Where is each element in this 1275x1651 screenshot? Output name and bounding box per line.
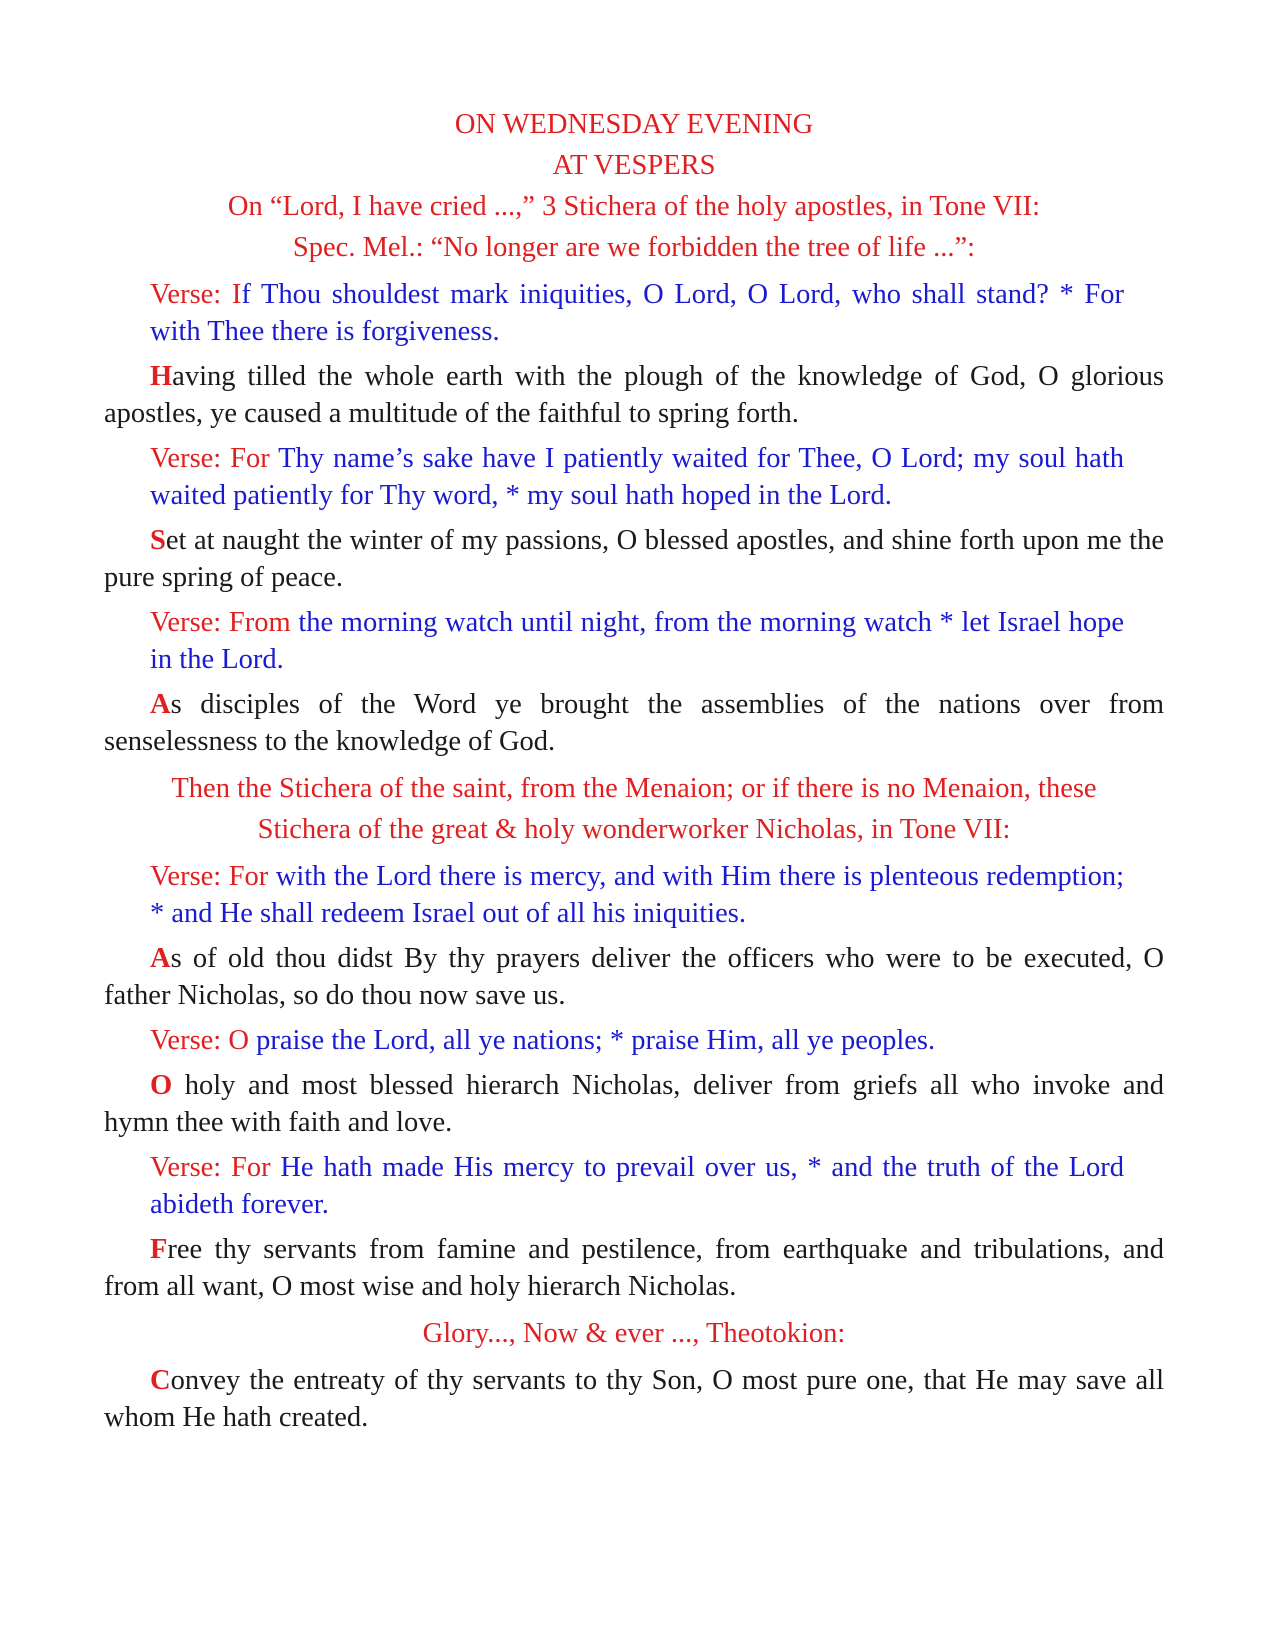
drop-initial: S [150,525,166,556]
drop-initial: H [150,361,173,392]
service-heading [104,104,1164,186]
rubric-stichera-of-saint [104,768,1164,850]
sticheron-3 [104,686,1164,760]
drop-initial: O [150,1070,173,1101]
verse-first-word: I [231,279,242,310]
verse-4 [150,858,1124,932]
service-page [104,104,1164,1444]
sticheron-theotokion [104,1362,1164,1436]
sticheron-text: onvey the entreaty of thy servants to thy Son, O most pure one, that He may save all whom He hath created. [104,1365,1164,1433]
sticheron-text: aving tilled the whole earth with the plough of the knowledge of God, O glorious apostles, ye caused a multitude of the faithful to spring forth. [104,361,1164,429]
heading-line-1: ON WEDNESDAY EVENING [454,109,814,140]
drop-initial: A [150,943,171,974]
sticheron-text: s of old thou didst By thy prayers deliver the officers who were to be executed, O father Nicholas, so do thou now save us. [104,943,1164,1011]
sticheron-text: et at naught the winter of my passions, O blessed apostles, and shine forth upon me the pure spring of peace. [104,525,1164,593]
rubric-lord-i-have-cried [104,186,1164,268]
verse-text: f Thou shouldest mark iniquities, O Lord, O Lord, who shall stand? * For with Thee there is forgiveness. [150,279,1124,347]
verse-text: with the Lord there is mercy, and with Him there is plenteous redemption; * and He shall redeem Israel out of all his iniquities. [150,861,1124,929]
rubric-line: Glory..., Now & ever ..., Theotokion: [422,1318,846,1349]
sticheron-6 [104,1231,1164,1305]
verse-first-word: O [228,1025,249,1056]
rubric-theotokion [104,1313,1164,1354]
heading-line-2: AT VESPERS [552,150,716,181]
verse-first-word: For [230,443,270,474]
rubric-line: Stichera of the great & holy wonderworker Nicholas, in Tone VII: [257,814,1011,845]
drop-initial: A [150,689,171,720]
verse-label: Verse: [150,1025,229,1056]
rubric-line: Spec. Mel.: “No longer are we forbidden the tree of life ...”: [292,232,976,263]
verse-2 [150,440,1124,514]
verse-text: praise the Lord, all ye nations; * praise Him, all ye peoples. [248,1025,936,1056]
verse-label: Verse: [150,607,229,638]
rubric-line: On “Lord, I have cried ...,” 3 Stichera of the holy apostles, in Tone VII: [227,191,1041,222]
verse-first-word: For [228,861,269,892]
sticheron-5 [104,1067,1164,1141]
drop-initial: C [150,1365,171,1396]
verse-text: the morning watch until night, from the morning watch * let Israel hope in the Lord. [150,607,1124,675]
sticheron-text: holy and most blessed hierarch Nicholas, deliver from griefs all who invoke and hymn thee with faith and love. [104,1070,1164,1138]
verse-6 [150,1149,1124,1223]
verse-first-word: From [228,607,291,638]
verse-5 [150,1022,1124,1059]
sticheron-2 [104,522,1164,596]
verse-1 [150,276,1124,350]
drop-initial: F [150,1234,168,1265]
rubric-line: Then the Stichera of the saint, from the Menaion; or if there is no Menaion, these [171,773,1097,804]
sticheron-4 [104,940,1164,1014]
sticheron-1 [104,358,1164,432]
verse-label: Verse: [150,1152,231,1183]
verse-text: Thy name’s sake have I patiently waited for Thee, O Lord; my soul hath waited patiently for Thy word, * my soul hath hoped in the Lord. [150,443,1124,511]
sticheron-text: s disciples of the Word ye brought the assemblies of the nations over from senselessness to the knowledge of God. [104,689,1164,757]
verse-3 [150,604,1124,678]
verse-label: Verse: [150,443,231,474]
verse-first-word: For [230,1152,271,1183]
sticheron-text: ree thy servants from famine and pestilence, from earthquake and tribulations, and from all want, O most wise and holy hierarch Nicholas. [104,1234,1164,1302]
verse-text: He hath made His mercy to prevail over us, * and the truth of the Lord abideth forever. [150,1152,1124,1220]
verse-label: Verse: [150,279,232,310]
verse-label: Verse: [150,861,229,892]
